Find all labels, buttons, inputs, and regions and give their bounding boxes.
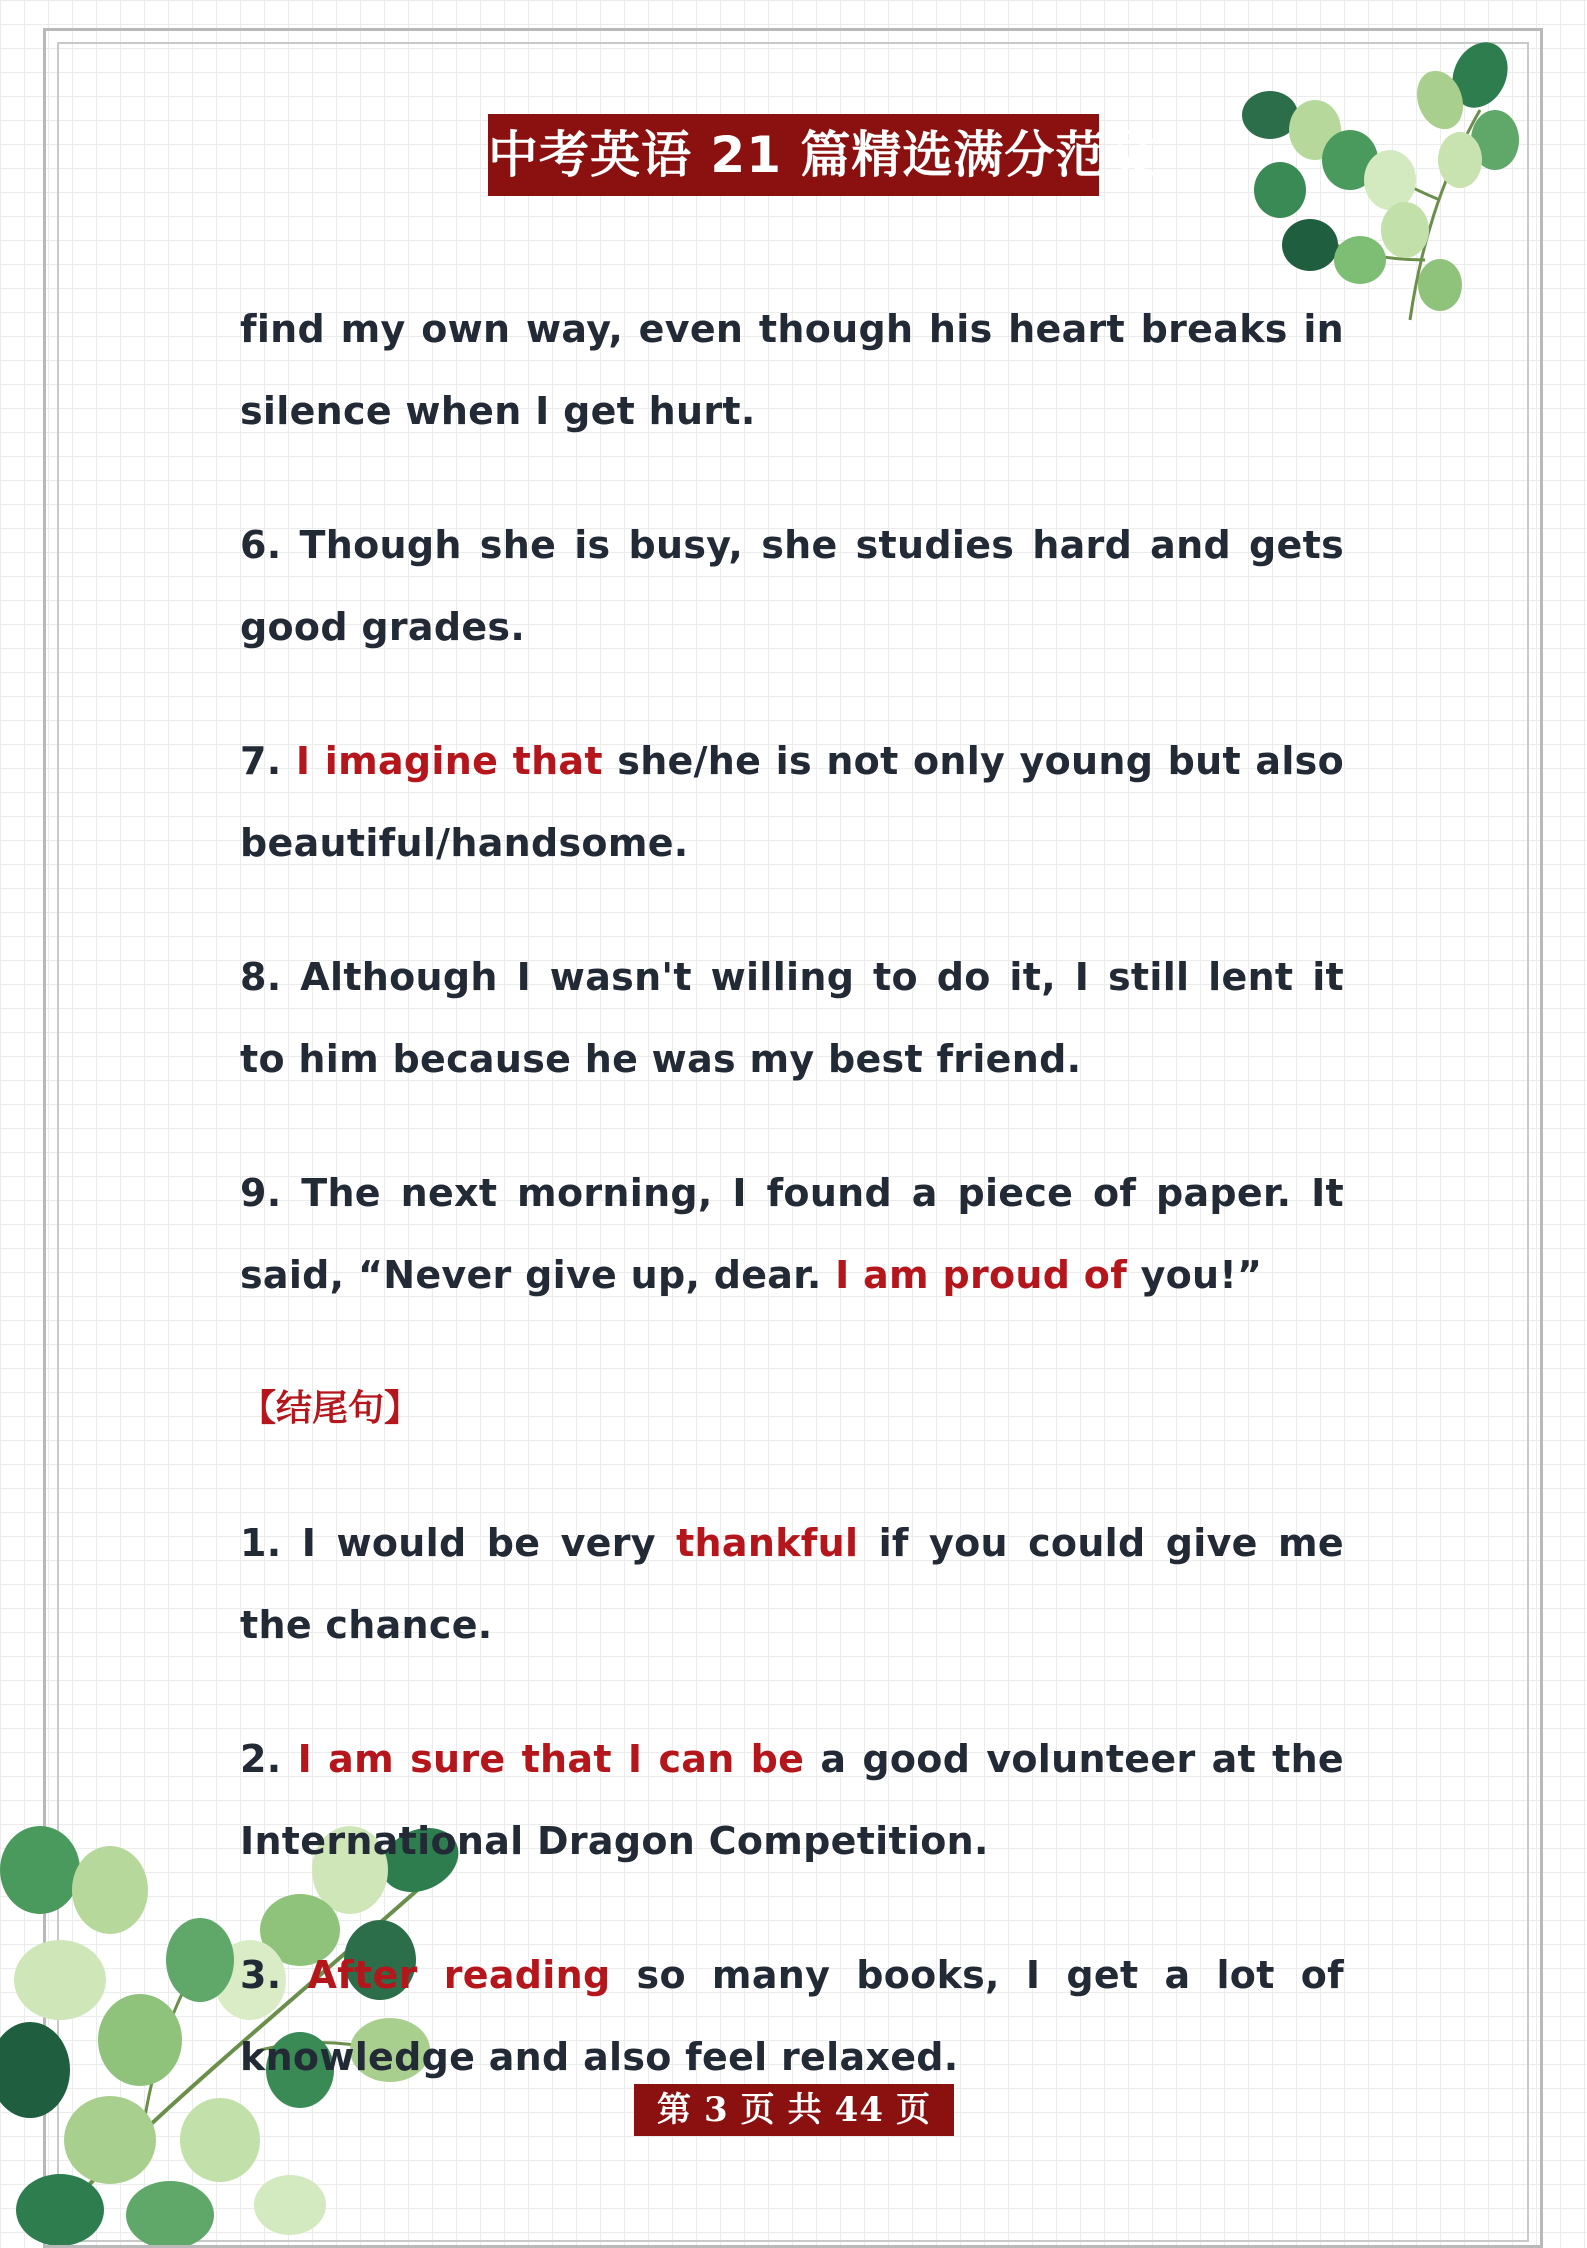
footer-current-page: 3: [704, 2090, 729, 2130]
paragraph-6: 6. Though she is busy, she studies hard and gets good grades.: [240, 523, 1344, 649]
closing-3-suffix: so many books, I get a lot of knowledge and also feel relaxed.: [240, 1953, 1344, 2079]
closing-1-prefix: 1. I would be very: [240, 1521, 677, 1565]
page-number-footer: [634, 2084, 954, 2136]
paragraph-7-suffix: she/he is not only young but also beautiful/handsome.: [240, 739, 1344, 865]
closing-sentence-2: [240, 1718, 1344, 1882]
footer-word-ye: 页: [740, 2090, 776, 2130]
paragraph-9: [240, 1152, 1344, 1316]
section-heading-closing: 【结尾句】: [240, 1388, 421, 1429]
footer-total-pages: 44: [834, 2090, 884, 2130]
closing-sentence-3: [240, 1934, 1344, 2098]
closing-2-highlight: I am sure that I can be: [297, 1737, 805, 1781]
footer-word-gong: 共: [787, 2090, 823, 2130]
closing-sentence-1: [240, 1502, 1344, 1666]
paragraph-8: 8. Although I wasn't willing to do it, I still lent it to him because he was my best friend.: [240, 955, 1344, 1081]
page-title: 中考英语 21 篇精选满分范文: [488, 114, 1099, 196]
paragraph-9-highlight: I am proud of: [835, 1253, 1128, 1297]
footer-word-di: 第: [657, 2090, 692, 2130]
paragraph-9-prefix: 9. The next morning, I found a piece of paper. It said, “Never give up, dear.: [240, 1171, 1344, 1297]
paragraph-continuation: find my own way, even though his heart breaks in silence when I get hurt.: [240, 307, 1344, 433]
leaf-decoration-top-right-icon: [1210, 30, 1520, 330]
closing-3-highlight: After reading: [307, 1953, 611, 1997]
closing-2-suffix: a good volunteer at the International Dragon Competition.: [240, 1737, 1344, 1863]
closing-1-highlight: thankful: [676, 1521, 859, 1565]
paragraph-7-prefix: 7.: [240, 739, 296, 783]
closing-3-prefix: 3.: [240, 1953, 308, 1997]
closing-2-prefix: 2.: [240, 1737, 298, 1781]
paragraph-7-highlight: I imagine that: [295, 739, 603, 783]
paragraph-7: [240, 720, 1344, 884]
footer-word-ye-2: 页: [896, 2090, 931, 2130]
closing-1-suffix: if you could give me the chance.: [240, 1521, 1344, 1647]
paragraph-9-suffix: you!”: [1127, 1253, 1263, 1297]
essay-content: [240, 288, 1344, 2150]
